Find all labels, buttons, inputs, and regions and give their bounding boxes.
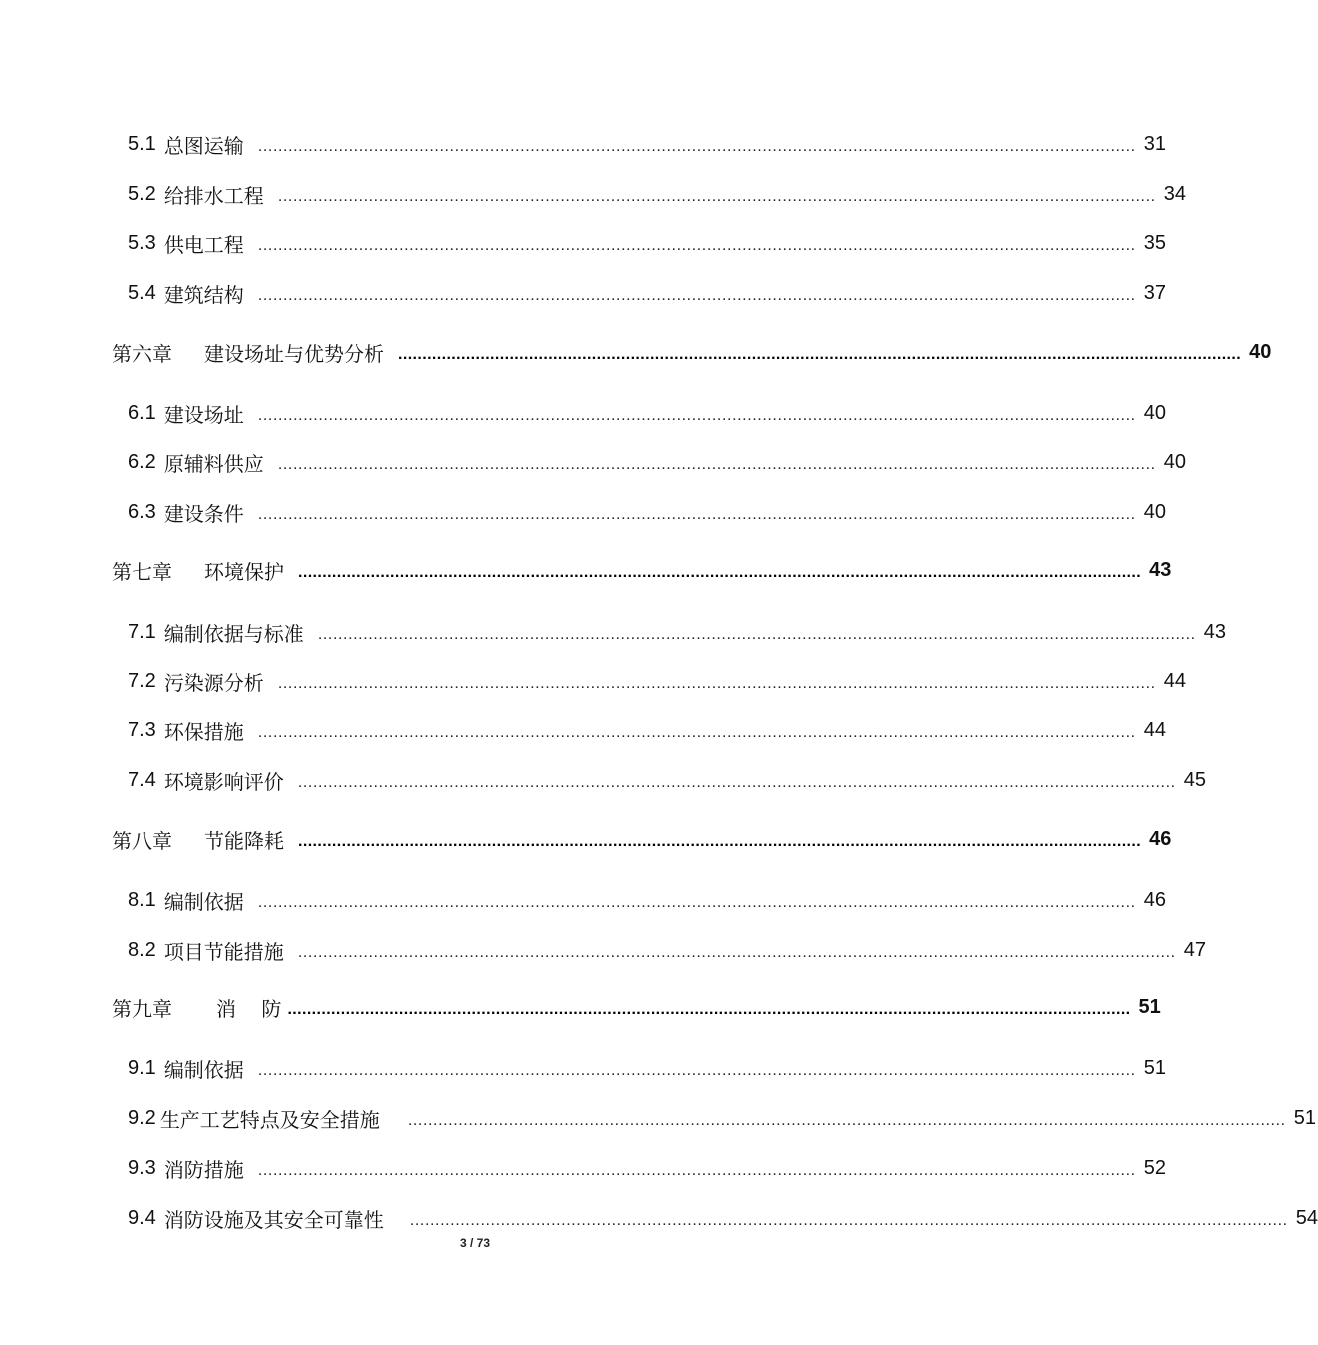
chapter-label: 第九章 (112, 996, 172, 1021)
section-title: 总图运输 (163, 133, 244, 158)
page-number: 46 (1149, 827, 1172, 850)
dot-leader: .............................................................................................................................................................................. (287, 1001, 1131, 1018)
chapter-title: 建设场址与优势分析 (204, 341, 384, 366)
chapter-title: 节能降耗 (204, 828, 284, 853)
section-number: 5.2 (128, 182, 156, 205)
dot-leader: .............................................................................................................................................................................. (297, 944, 1176, 961)
toc-entry-8-1[interactable] (128, 885, 1166, 915)
section-title: 建筑结构 (163, 282, 244, 307)
chapter-label: 第七章 (112, 559, 172, 584)
page-number: 40 (1163, 450, 1186, 473)
page-number: 47 (1183, 938, 1206, 961)
dot-leader: .............................................................................................................................................................................. (257, 1162, 1136, 1179)
section-number: 5.3 (128, 231, 156, 254)
section-number: 7.1 (128, 620, 156, 643)
dot-leader: .............................................................................................................................................................................. (257, 138, 1136, 155)
toc-chapter-9[interactable] (112, 992, 1161, 1022)
page-number: 40 (1143, 500, 1166, 523)
section-title: 建设条件 (163, 501, 244, 526)
dot-leader: .............................................................................................................................................................................. (257, 287, 1136, 304)
section-title: 环保措施 (163, 719, 244, 744)
dot-leader: .............................................................................................................................................................................. (277, 675, 1156, 692)
section-title: 环境影响评价 (163, 769, 284, 794)
dot-leader: .............................................................................................................................................................................. (257, 894, 1136, 911)
section-number: 7.3 (128, 718, 156, 741)
toc-entry-5-2[interactable] (128, 179, 1186, 209)
section-title: 污染源分析 (163, 670, 264, 695)
section-number: 6.3 (128, 500, 156, 523)
chapter-label: 第八章 (112, 828, 172, 853)
section-number: 8.1 (128, 888, 156, 911)
page-number: 40 (1143, 401, 1166, 424)
toc-entry-5-4[interactable] (128, 278, 1166, 308)
page-number: 52 (1143, 1156, 1166, 1179)
section-title: 项目节能措施 (163, 939, 284, 964)
section-title: 原辅料供应 (163, 451, 264, 476)
page-number: 34 (1163, 182, 1186, 205)
dot-leader: .............................................................................................................................................................................. (298, 564, 1142, 581)
chapter-label: 第六章 (112, 341, 172, 366)
toc-entry-6-2[interactable] (128, 447, 1186, 477)
dot-leader: .............................................................................................................................................................................. (297, 774, 1176, 791)
section-number: 6.2 (128, 450, 156, 473)
toc-entry-9-1[interactable] (128, 1053, 1166, 1083)
dot-leader: .............................................................................................................................................................................. (257, 724, 1136, 741)
section-number: 9.1 (128, 1056, 156, 1079)
dot-leader: .............................................................................................................................................................................. (317, 626, 1196, 643)
section-title: 生产工艺特点及安全措施 (159, 1107, 380, 1132)
toc-entry-6-3[interactable] (128, 497, 1166, 527)
dot-leader: .............................................................................................................................................................................. (257, 237, 1136, 254)
dot-leader: .............................................................................................................................................................................. (257, 407, 1136, 424)
toc-entry-9-4[interactable] (128, 1203, 1318, 1233)
page-number: 43 (1203, 620, 1226, 643)
dot-leader: .............................................................................................................................................................................. (398, 346, 1242, 363)
page-number: 51 (1143, 1056, 1166, 1079)
page-number: 44 (1143, 718, 1166, 741)
toc-chapter-8[interactable] (112, 824, 1172, 854)
section-title: 供电工程 (163, 232, 244, 257)
toc-entry-7-4[interactable] (128, 765, 1206, 795)
section-number: 6.1 (128, 401, 156, 424)
page-number: 44 (1163, 669, 1186, 692)
dot-leader: .............................................................................................................................................................................. (277, 456, 1156, 473)
toc-entry-7-3[interactable] (128, 715, 1166, 745)
section-number: 8.2 (128, 938, 156, 961)
page-number: 46 (1143, 888, 1166, 911)
toc-chapter-6[interactable] (112, 337, 1272, 367)
section-number: 5.4 (128, 281, 156, 304)
chapter-title: 环境保护 (204, 559, 284, 584)
toc-entry-9-3[interactable] (128, 1153, 1166, 1183)
section-title: 编制依据 (163, 889, 244, 914)
page-number: 37 (1143, 281, 1166, 304)
page-number: 51 (1138, 995, 1161, 1018)
section-number: 7.4 (128, 768, 156, 791)
page-number: 43 (1149, 558, 1172, 581)
section-number: 9.3 (128, 1156, 156, 1179)
section-title: 消防措施 (163, 1157, 244, 1182)
section-title: 消防设施及其安全可靠性 (163, 1207, 384, 1232)
dot-leader: .............................................................................................................................................................................. (407, 1112, 1286, 1129)
dot-leader: .............................................................................................................................................................................. (409, 1212, 1288, 1229)
page-number: 45 (1183, 768, 1206, 791)
toc-entry-7-1[interactable] (128, 617, 1226, 647)
dot-leader: .............................................................................................................................................................................. (257, 1062, 1136, 1079)
page-number: 54 (1295, 1206, 1318, 1229)
page-number: 31 (1143, 132, 1166, 155)
toc-entry-9-2[interactable] (128, 1103, 1316, 1133)
toc-chapter-7[interactable] (112, 555, 1172, 585)
section-number: 9.4 (128, 1206, 156, 1229)
section-number: 9.2 (128, 1106, 156, 1129)
dot-leader: .............................................................................................................................................................................. (257, 506, 1136, 523)
page-indicator: 3 / 73 (459, 1236, 491, 1250)
toc-entry-6-1[interactable] (128, 398, 1166, 428)
section-title: 编制依据 (163, 1057, 244, 1082)
dot-leader: .............................................................................................................................................................................. (298, 833, 1142, 850)
section-number: 5.1 (128, 132, 156, 155)
chapter-title: 消 防 (216, 996, 282, 1021)
section-title: 给排水工程 (163, 183, 264, 208)
section-title: 建设场址 (163, 402, 244, 427)
page-number: 35 (1143, 231, 1166, 254)
page-number: 51 (1293, 1106, 1316, 1129)
page-number: 40 (1249, 340, 1272, 363)
toc-entry-5-1[interactable] (128, 129, 1166, 159)
toc-entry-8-2[interactable] (128, 935, 1206, 965)
toc-entry-7-2[interactable] (128, 666, 1186, 696)
toc-entry-5-3[interactable] (128, 228, 1166, 258)
section-number: 7.2 (128, 669, 156, 692)
dot-leader: .............................................................................................................................................................................. (277, 188, 1156, 205)
section-title: 编制依据与标准 (163, 621, 304, 646)
